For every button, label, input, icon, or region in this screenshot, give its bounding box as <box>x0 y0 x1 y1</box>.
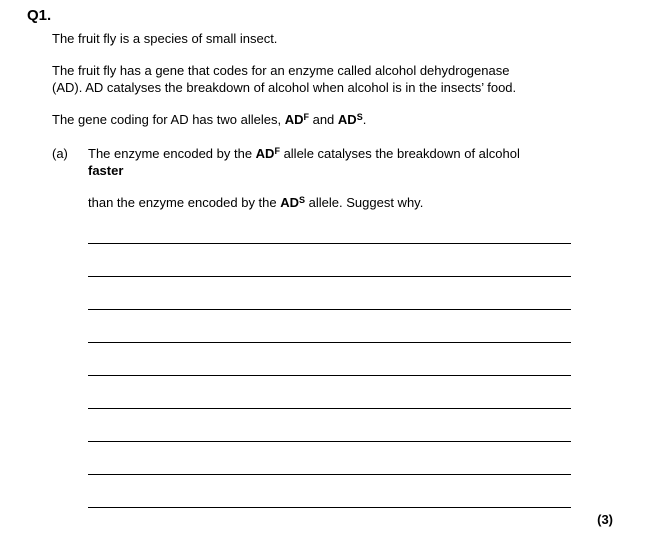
intro-paragraph-2 <box>52 62 516 96</box>
answer-line <box>88 343 571 376</box>
allele-s-superscript: S <box>356 112 363 122</box>
allele-s-base: AD <box>280 195 300 210</box>
answer-lines <box>88 211 571 508</box>
allele-f-superscript: F <box>274 146 280 156</box>
answer-line <box>88 310 571 343</box>
part-a-label: (a) <box>52 146 68 161</box>
part-a-line-2-text: than the enzyme encoded by the <box>88 195 281 210</box>
intro-paragraph-2-line-1: The fruit fly has a gene that codes for an enzyme called alcohol dehydrogenase <box>52 63 510 78</box>
allele-s-superscript: S <box>299 195 306 205</box>
part-a-line-1-text-end: allele catalyses the breakdown of alcohol <box>279 146 520 161</box>
answer-line <box>88 244 571 277</box>
part-a-question-text <box>88 145 608 179</box>
allele-s <box>280 195 305 210</box>
answer-line <box>88 376 571 409</box>
intro-paragraph-3 <box>52 111 366 128</box>
intro-paragraph-3-period: . <box>362 112 367 127</box>
allele-f-superscript: F <box>303 112 309 122</box>
answer-line <box>88 277 571 310</box>
allele-f <box>256 146 280 161</box>
intro-paragraph-1: The fruit fly is a species of small insect. <box>52 31 278 46</box>
allele-s-base: AD <box>337 112 357 127</box>
intro-paragraph-3-conjunction: and <box>308 112 338 127</box>
answer-line <box>88 211 571 244</box>
part-a-line-1-text: The enzyme encoded by the <box>88 146 256 161</box>
allele-f-base: AD <box>255 146 275 161</box>
answer-line <box>88 409 571 442</box>
answer-line <box>88 442 571 475</box>
part-a-question-text-continued <box>88 194 608 211</box>
allele-f-base: AD <box>284 112 304 127</box>
marks-badge: (3) <box>597 512 613 527</box>
allele-f <box>285 112 309 127</box>
intro-paragraph-2-line-2: (AD). AD catalyses the breakdown of alcohol when alcohol is in the insects’ food. <box>52 80 517 95</box>
part-a-line-2-text-end: allele. Suggest why. <box>305 195 424 210</box>
part-a-line-1 <box>88 145 608 162</box>
part-a-emphasis-faster: faster <box>88 163 124 178</box>
answer-line <box>88 475 571 508</box>
question-number: Q1. <box>27 7 52 24</box>
allele-s <box>338 112 363 127</box>
intro-paragraph-3-text: The gene coding for AD has two alleles, <box>52 112 285 127</box>
